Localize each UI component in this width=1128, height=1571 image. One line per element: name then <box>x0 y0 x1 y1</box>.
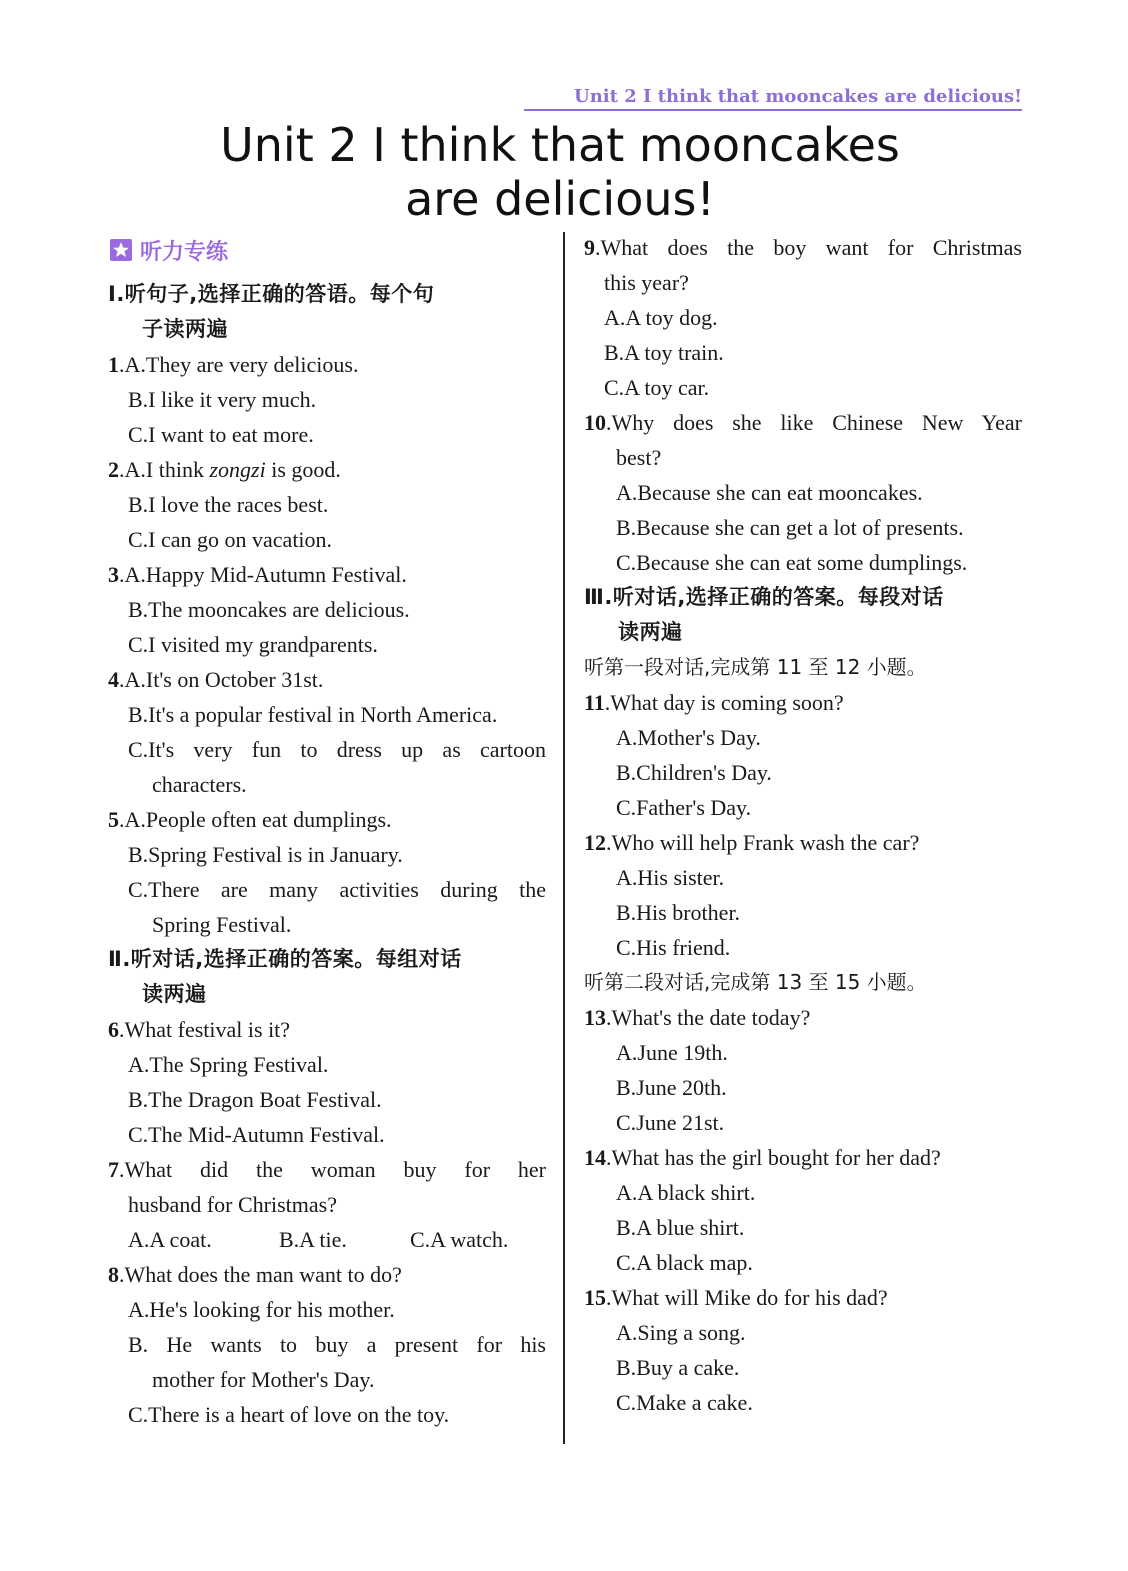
question-text: .What did the woman buy for her <box>119 1157 546 1182</box>
question-7 <box>108 1152 546 1187</box>
option-b: B.The Dragon Boat Festival. <box>128 1087 382 1112</box>
options-inline <box>108 1222 546 1257</box>
option-b: B.A blue shirt. <box>616 1215 745 1240</box>
question-number: 11 <box>584 690 605 715</box>
dialogue-1-note: 听第一段对话,完成第 11 至 12 小题。 <box>584 655 927 679</box>
question-9 <box>584 230 1022 265</box>
question-4 <box>108 662 546 697</box>
question-number: 3 <box>108 562 119 587</box>
question-text: .Who will help Frank wash the car? <box>606 830 920 855</box>
section-1-heading: Ⅰ.听句子,选择正确的答语。每个句 <box>108 282 435 306</box>
question-text: .What does the man want to do? <box>119 1262 402 1287</box>
option-a: .A.It's on October 31st. <box>119 667 324 692</box>
option-b: B.June 20th. <box>616 1075 727 1100</box>
question-number: 13 <box>584 1005 606 1030</box>
question-number: 5 <box>108 807 119 832</box>
question-3 <box>108 557 546 592</box>
question-number: 9 <box>584 235 595 260</box>
question-number: 15 <box>584 1285 606 1310</box>
option-a: A.A toy dog. <box>604 305 718 330</box>
option-c: C.I visited my grandparents. <box>128 632 378 657</box>
option-b: B.Children's Day. <box>616 760 772 785</box>
option-a-pre: .A.I think <box>119 457 210 482</box>
question-number: 10 <box>584 410 606 435</box>
right-column <box>584 230 1022 1420</box>
page-title <box>150 118 970 226</box>
question-text: .Why does she like Chinese New Year <box>606 410 1022 435</box>
option-c: C.A toy car. <box>604 375 710 400</box>
question-6 <box>108 1012 546 1047</box>
option-b: B.I love the races best. <box>128 492 329 517</box>
question-number: 12 <box>584 830 606 855</box>
option-b: B. He wants to buy a present for his <box>128 1332 546 1357</box>
dialogue-2-note: 听第二段对话,完成第 13 至 15 小题。 <box>584 970 927 994</box>
column-divider <box>563 232 565 1444</box>
option-a: .A.People often eat dumplings. <box>119 807 392 832</box>
question-text-cont: this year? <box>604 270 689 295</box>
option-a: A.June 19th. <box>616 1040 728 1065</box>
option-a: A.A coat. <box>128 1227 212 1252</box>
option-c: C.There is a heart of love on the toy. <box>128 1402 450 1427</box>
section-1-heading-cont: 子读两遍 <box>142 317 228 341</box>
option-a: A.Mother's Day. <box>616 725 761 750</box>
question-11 <box>584 685 1022 720</box>
option-c: C.I want to eat more. <box>128 422 314 447</box>
option-c: C.A black map. <box>616 1250 753 1275</box>
option-c: C.I can go on vacation. <box>128 527 333 552</box>
option-a-post: is good. <box>265 457 341 482</box>
option-b: B.Spring Festival is in January. <box>128 842 403 867</box>
question-text-cont: husband for Christmas? <box>128 1192 337 1217</box>
question-14 <box>584 1140 1022 1175</box>
question-10 <box>584 405 1022 440</box>
question-text: .What will Mike do for his dad? <box>606 1285 888 1310</box>
question-text: .What does the boy want for Christmas <box>595 235 1022 260</box>
option-c: C.His friend. <box>616 935 731 960</box>
option-b: B.It's a popular festival in North America. <box>128 702 498 727</box>
option-a-italic: zongzi <box>209 457 266 482</box>
option-b: B.A toy train. <box>604 340 724 365</box>
question-8 <box>108 1257 546 1292</box>
option-b-cont: mother for Mother's Day. <box>152 1367 375 1392</box>
option-a: A.A black shirt. <box>616 1180 756 1205</box>
question-15 <box>584 1280 1022 1315</box>
running-header: Unit 2 I think that mooncakes are delicious! <box>524 86 1022 111</box>
badge-label: 听力专练 <box>140 239 229 265</box>
option-c: C.There are many activities during the <box>128 877 546 902</box>
option-c: C.June 21st. <box>616 1110 725 1135</box>
question-text: .What day is coming soon? <box>604 690 844 715</box>
option-c: C.A watch. <box>410 1227 509 1252</box>
section-3-heading-cont: 读两遍 <box>618 620 683 644</box>
star-icon <box>110 239 132 261</box>
question-text: .What festival is it? <box>119 1017 291 1042</box>
question-number: 4 <box>108 667 119 692</box>
title-line-2: are delicious! <box>405 172 715 226</box>
option-a: .A.Happy Mid-Autumn Festival. <box>119 562 407 587</box>
question-13 <box>584 1000 1022 1035</box>
option-c: C.Because she can eat some dumplings. <box>616 550 968 575</box>
question-number: 14 <box>584 1145 606 1170</box>
option-a: A.Because she can eat mooncakes. <box>616 480 923 505</box>
option-a: A.The Spring Festival. <box>128 1052 329 1077</box>
section-3-heading: Ⅲ.听对话,选择正确的答案。每段对话 <box>584 585 944 609</box>
question-number: 7 <box>108 1157 119 1182</box>
question-1 <box>108 347 546 382</box>
section-2-heading-cont: 读两遍 <box>142 982 207 1006</box>
option-b: B.Buy a cake. <box>616 1355 740 1380</box>
question-2 <box>108 452 546 487</box>
option-c-cont: Spring Festival. <box>152 912 292 937</box>
option-c: C.It's very fun to dress up as cartoon <box>128 737 546 762</box>
option-a: .A.They are very delicious. <box>119 352 359 377</box>
question-5 <box>108 802 546 837</box>
question-text: .What's the date today? <box>606 1005 811 1030</box>
question-number: 6 <box>108 1017 119 1042</box>
question-12 <box>584 825 1022 860</box>
option-a: A.His sister. <box>616 865 725 890</box>
left-column <box>108 277 546 1432</box>
question-number: 1 <box>108 352 119 377</box>
listening-badge <box>110 234 228 266</box>
option-a: A.He's looking for his mother. <box>128 1297 395 1322</box>
option-b: B.His brother. <box>616 900 741 925</box>
option-b: B.I like it very much. <box>128 387 317 412</box>
option-b: B.The mooncakes are delicious. <box>128 597 410 622</box>
option-b: B.Because she can get a lot of presents. <box>616 515 964 540</box>
question-text: .What has the girl bought for her dad? <box>606 1145 941 1170</box>
question-text-cont: best? <box>616 445 662 470</box>
title-line-1: Unit 2 I think that mooncakes <box>220 118 900 172</box>
option-b: B.A tie. <box>279 1227 347 1252</box>
option-c-cont: characters. <box>152 772 247 797</box>
option-c: C.The Mid-Autumn Festival. <box>128 1122 385 1147</box>
section-2-heading: Ⅱ.听对话,选择正确的答案。每组对话 <box>108 947 462 971</box>
option-c: C.Make a cake. <box>616 1390 753 1415</box>
question-number: 8 <box>108 1262 119 1287</box>
question-number: 2 <box>108 457 119 482</box>
option-c: C.Father's Day. <box>616 795 752 820</box>
option-a: A.Sing a song. <box>616 1320 746 1345</box>
